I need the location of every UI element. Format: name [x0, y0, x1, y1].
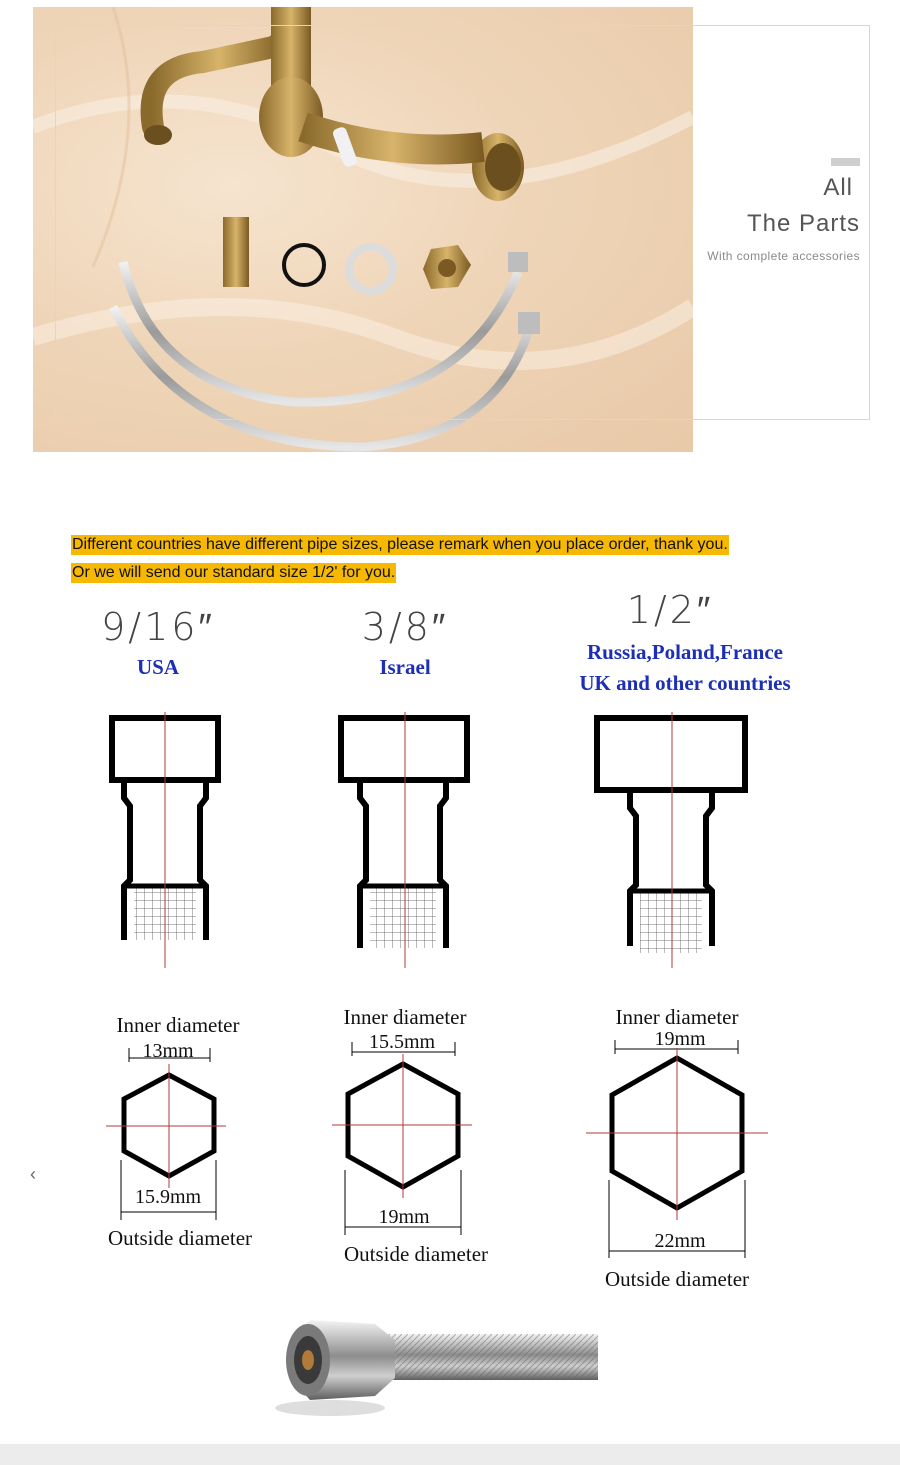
outer-diameter-value: 15.9mm [134, 1186, 202, 1208]
outside-diameter-label: Outside diameter [343, 1242, 489, 1266]
outside-diameter-label: Outside diameter [107, 1226, 253, 1250]
bottom-divider-strip [0, 1444, 900, 1465]
inner-diameter-label: Inner diameter [116, 1013, 240, 1037]
country-label: USA [136, 655, 179, 679]
country-label: Israel [379, 655, 431, 679]
previous-arrow-icon[interactable]: ‹ [30, 1164, 36, 1184]
fitting-profile-3-8 [341, 712, 467, 968]
size-label: 1/2″ [626, 588, 714, 632]
hexagon-9-16 [106, 1048, 226, 1220]
hexagon-diagrams [0, 1040, 900, 1270]
notice-line1: Different countries have different pipe sizes, please remark when you place order, thank you. [72, 536, 728, 553]
parts-heading-line2: The Parts [746, 210, 860, 237]
inner-diameter-value: 19mm [654, 1028, 706, 1050]
parts-accent-bar [831, 158, 860, 166]
outer-diameter-value: 22mm [654, 1230, 706, 1252]
parts-subtitle: With complete accessories [707, 249, 860, 263]
outside-diameter-label: Outside diameter [604, 1267, 750, 1291]
fitting-profiles [0, 700, 900, 980]
inner-diameter-value: 13mm [142, 1040, 194, 1062]
country-label-line2: UK and other countries [579, 671, 791, 695]
country-label: Russia,Poland,France [586, 640, 783, 664]
size-label: 9/16″ [101, 605, 215, 649]
outer-diameter-value: 19mm [378, 1206, 430, 1228]
notice-line2: Or we will send our standard size 1/2' for you. [72, 564, 396, 581]
hose-end-image [270, 1310, 600, 1420]
inner-diameter-label: Inner diameter [615, 1005, 739, 1029]
inner-diameter-value: 15.5mm [368, 1031, 436, 1053]
hexagon-1-2 [586, 1040, 768, 1258]
fitting-profile-9-16 [112, 712, 218, 968]
parts-heading-line1: All [823, 174, 853, 201]
hexagon-3-8 [332, 1042, 472, 1235]
inner-diameter-label: Inner diameter [343, 1005, 467, 1029]
size-label: 3/8″ [361, 605, 449, 649]
fitting-profile-1-2 [597, 712, 745, 968]
